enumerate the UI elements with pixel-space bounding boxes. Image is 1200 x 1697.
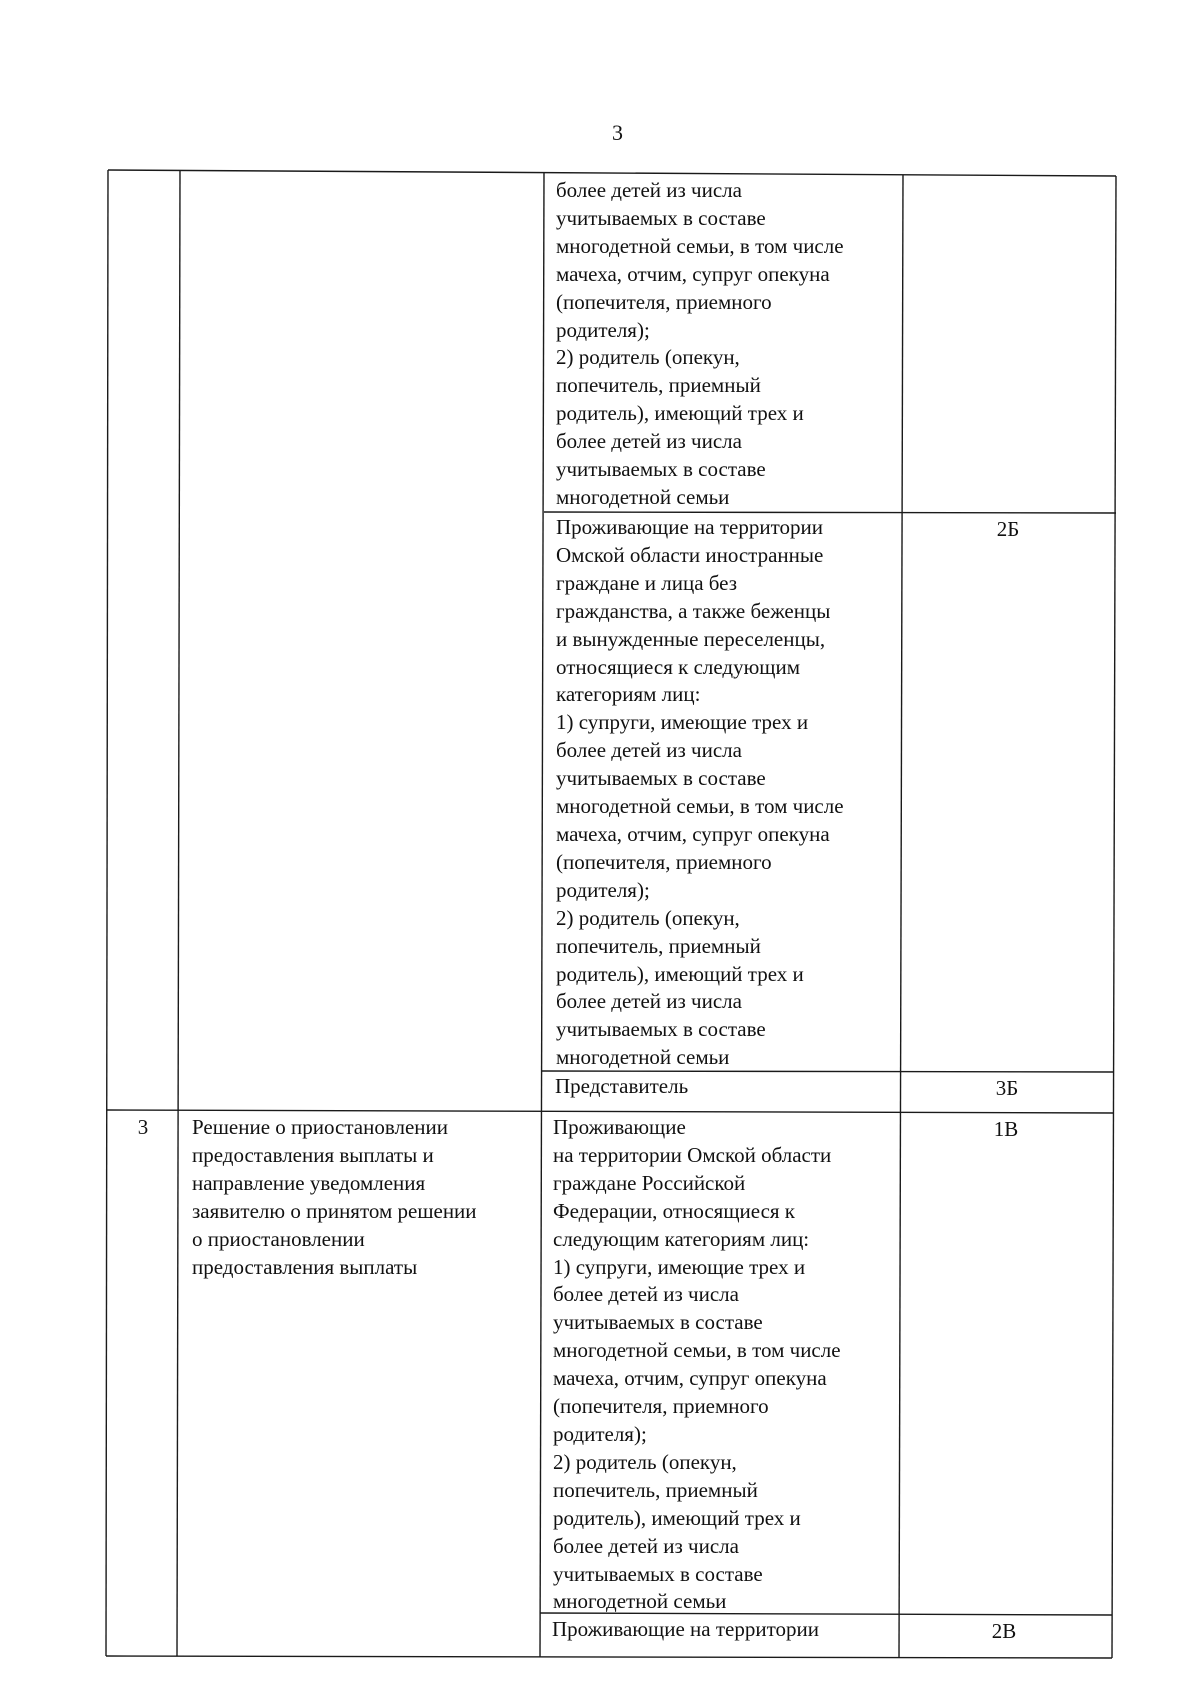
col-border-right [1112,176,1116,1658]
row-sep-3 [107,1110,1114,1113]
row-4-category: Проживающие на территории Омской области граждане Российской Федерации, относящиеся к следующим категориям лиц: 1) супруги, имеющие трех и более детей из числа учитываемых в составе многодетной семьи, в том числе мачеха, отчим, супруг опекуна (попечителя, приемного родителя); 2) родитель (опекун, попечитель, приемный родитель), имеющий трех и более детей из числа учитываемых в составе многодетной семьи [553,1115,841,1614]
row-4-code: 1В [993,1117,1019,1141]
col-border-name [540,173,544,1657]
row-5-code: 2В [991,1619,1017,1643]
row-4-number: 3 [137,1115,149,1139]
table-bottom-border [106,1656,1112,1658]
row-2-code: 2Б [996,517,1020,541]
row-3-code: 3Б [995,1076,1019,1100]
row-4-name: Решение о приостановлении предоставления выплаты и направление уведомления заявителю о принятом решении о приостановлении предоставления выплаты [192,1115,477,1279]
col-border-num [177,171,180,1656]
table-top-border [108,170,1116,176]
row-2-category: Проживающие на территории Омской области иностранные граждане и лица без гражданства, а также беженцы и вынужденные переселенцы, относящиеся к следующим категориям лиц: 1) супруги, имеющие трех и более детей из числа учитываемых в составе многодетной семьи, в том числе мачеха, отчим, супруг опекуна (попечителя, приемного родителя); 2) родитель (опекун, попечитель, приемный родитель), имеющий трех и более детей из числа учитываемых в составе многодетной семьи [556,515,844,1070]
col-border-category [899,175,903,1658]
row-5-category: Проживающие на территории [552,1617,819,1641]
col-border-left [106,170,108,1656]
page-number: 3 [612,120,623,145]
row-sep-1 [544,512,1116,513]
row-3-category: Представитель [555,1074,689,1098]
row-1-category: более детей из числа учитываемых в составе многодетной семьи, в том числе мачеха, отчим, супруг опекуна (попечителя, приемного родителя); 2) родитель (опекун, попечитель, приемный родитель), имеющий трех и более детей из числа учитываемых в составе многодетной семьи [556,178,844,509]
